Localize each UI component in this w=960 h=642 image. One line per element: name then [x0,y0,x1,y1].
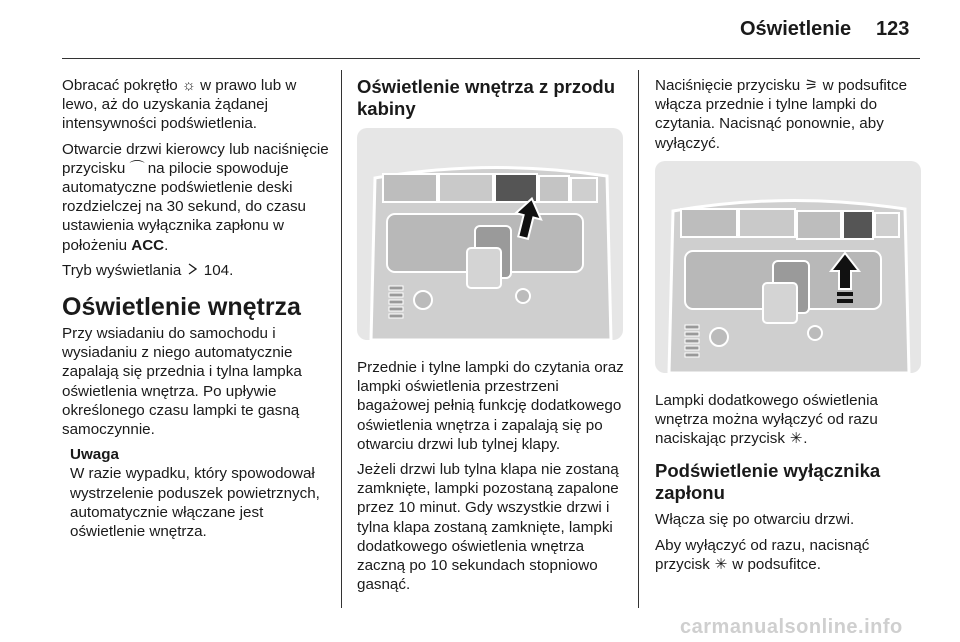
section-heading: Podświetlenie wyłącznika zapłonu [655,460,881,504]
acc-label: ACC [131,236,165,254]
column-divider [638,70,639,608]
dimmer-icon: ☼ [181,77,196,94]
note-title: Uwaga [70,446,119,464]
text: na pilocie spowoduje automatyczne podświetlenie deski rozdzielczej na 30 sekund, do czasu ustawienia wyłącznika zapłonu w położeniu [62,159,306,254]
header-rule [62,58,920,59]
page-ref-icon [186,261,200,280]
page-reference-link[interactable]: 104. [203,261,234,279]
text: w prawo lub w lewo, aż do uzyskania żądanej intensywności podświetlenia. [62,77,297,133]
paragraph: Włącza się po otwarciu drzwi. [655,511,855,529]
left-column [62,76,330,541]
paragraph [62,140,330,255]
door-light-icon: ✳ [714,555,728,573]
text: Lampki dodatkowego oświetlenia wnętrza można wyłączyć od razu naciskając przycisk [655,391,878,448]
section-heading: Oświetlenie wnętrza [62,293,301,322]
paragraph: Przy wsiadaniu do samochodu i wysiadaniu z niego automatycznie zapalają się przednia i tylna lampka oświetlenia wnętrza. Po upływie określonego czasu lampki te gasną samoczynnie. [62,325,302,439]
watermark: carmanualsonline.info [680,616,903,638]
paragraph [655,536,927,574]
text: . [164,236,169,254]
right-column [655,76,927,580]
text: w podsufitce. [728,555,821,573]
text: w podsufitce włącza przednie i tylne lampki do czytania. Nacisnąć ponownie, aby wyłączyć. [655,77,908,152]
page-title: Oświetlenie [740,18,852,40]
page-number: 123 [876,18,910,40]
paragraph [655,76,927,153]
note-text: W razie wypadku, który spowodował wystrzelenie poduszek powietrznych, automatycznie włączane jest oświetlenie wnętrza. [70,465,320,541]
paragraph: Jeżeli drzwi lub tylna klapa nie zostaną zamknięte, lampki pozostaną zapalone przez 10 minut. Gdy wszystkie drzwi i tylna klapa zostaną zamknięte, lampki dodatkowego oświetlenia wnętrza zaczną po 10 sekundach stopniowo gasnąć. [357,461,619,594]
text: Tryb wyświetlania [62,261,186,279]
text: Naciśnięcie przycisku [655,77,805,94]
text: Obracać pokrętło [62,77,182,94]
paragraph [62,76,330,134]
section-heading: Oświetlenie wnętrza z przodu kabiny [357,76,616,119]
door-light-icon: ✳ [789,430,803,448]
text: . [803,430,808,448]
column-divider [341,70,342,608]
text: Otwarcie drzwi kierowcy lub naciśnięcie przycisku [62,140,329,177]
front-interior-light-illustration [357,128,623,340]
middle-column [357,76,625,600]
reading-light-icon: ⚞ [804,77,819,94]
unlock-key-icon: ⌒ [129,159,145,177]
door-light-switch-illustration [655,161,921,373]
paragraph [655,391,927,449]
text: Aby wyłączyć od razu, nacisnąć przycisk [655,536,870,573]
paragraph [62,261,330,280]
note-box [70,445,330,541]
paragraph: Przednie i tylne lampki do czytania oraz lampki oświetlenia przestrzeni bagażowej pełnią funkcję dodatkowego oświetlenia wnętrza i zapalają się po otwarciu drzwi lub tylnej klapy. [357,359,624,453]
